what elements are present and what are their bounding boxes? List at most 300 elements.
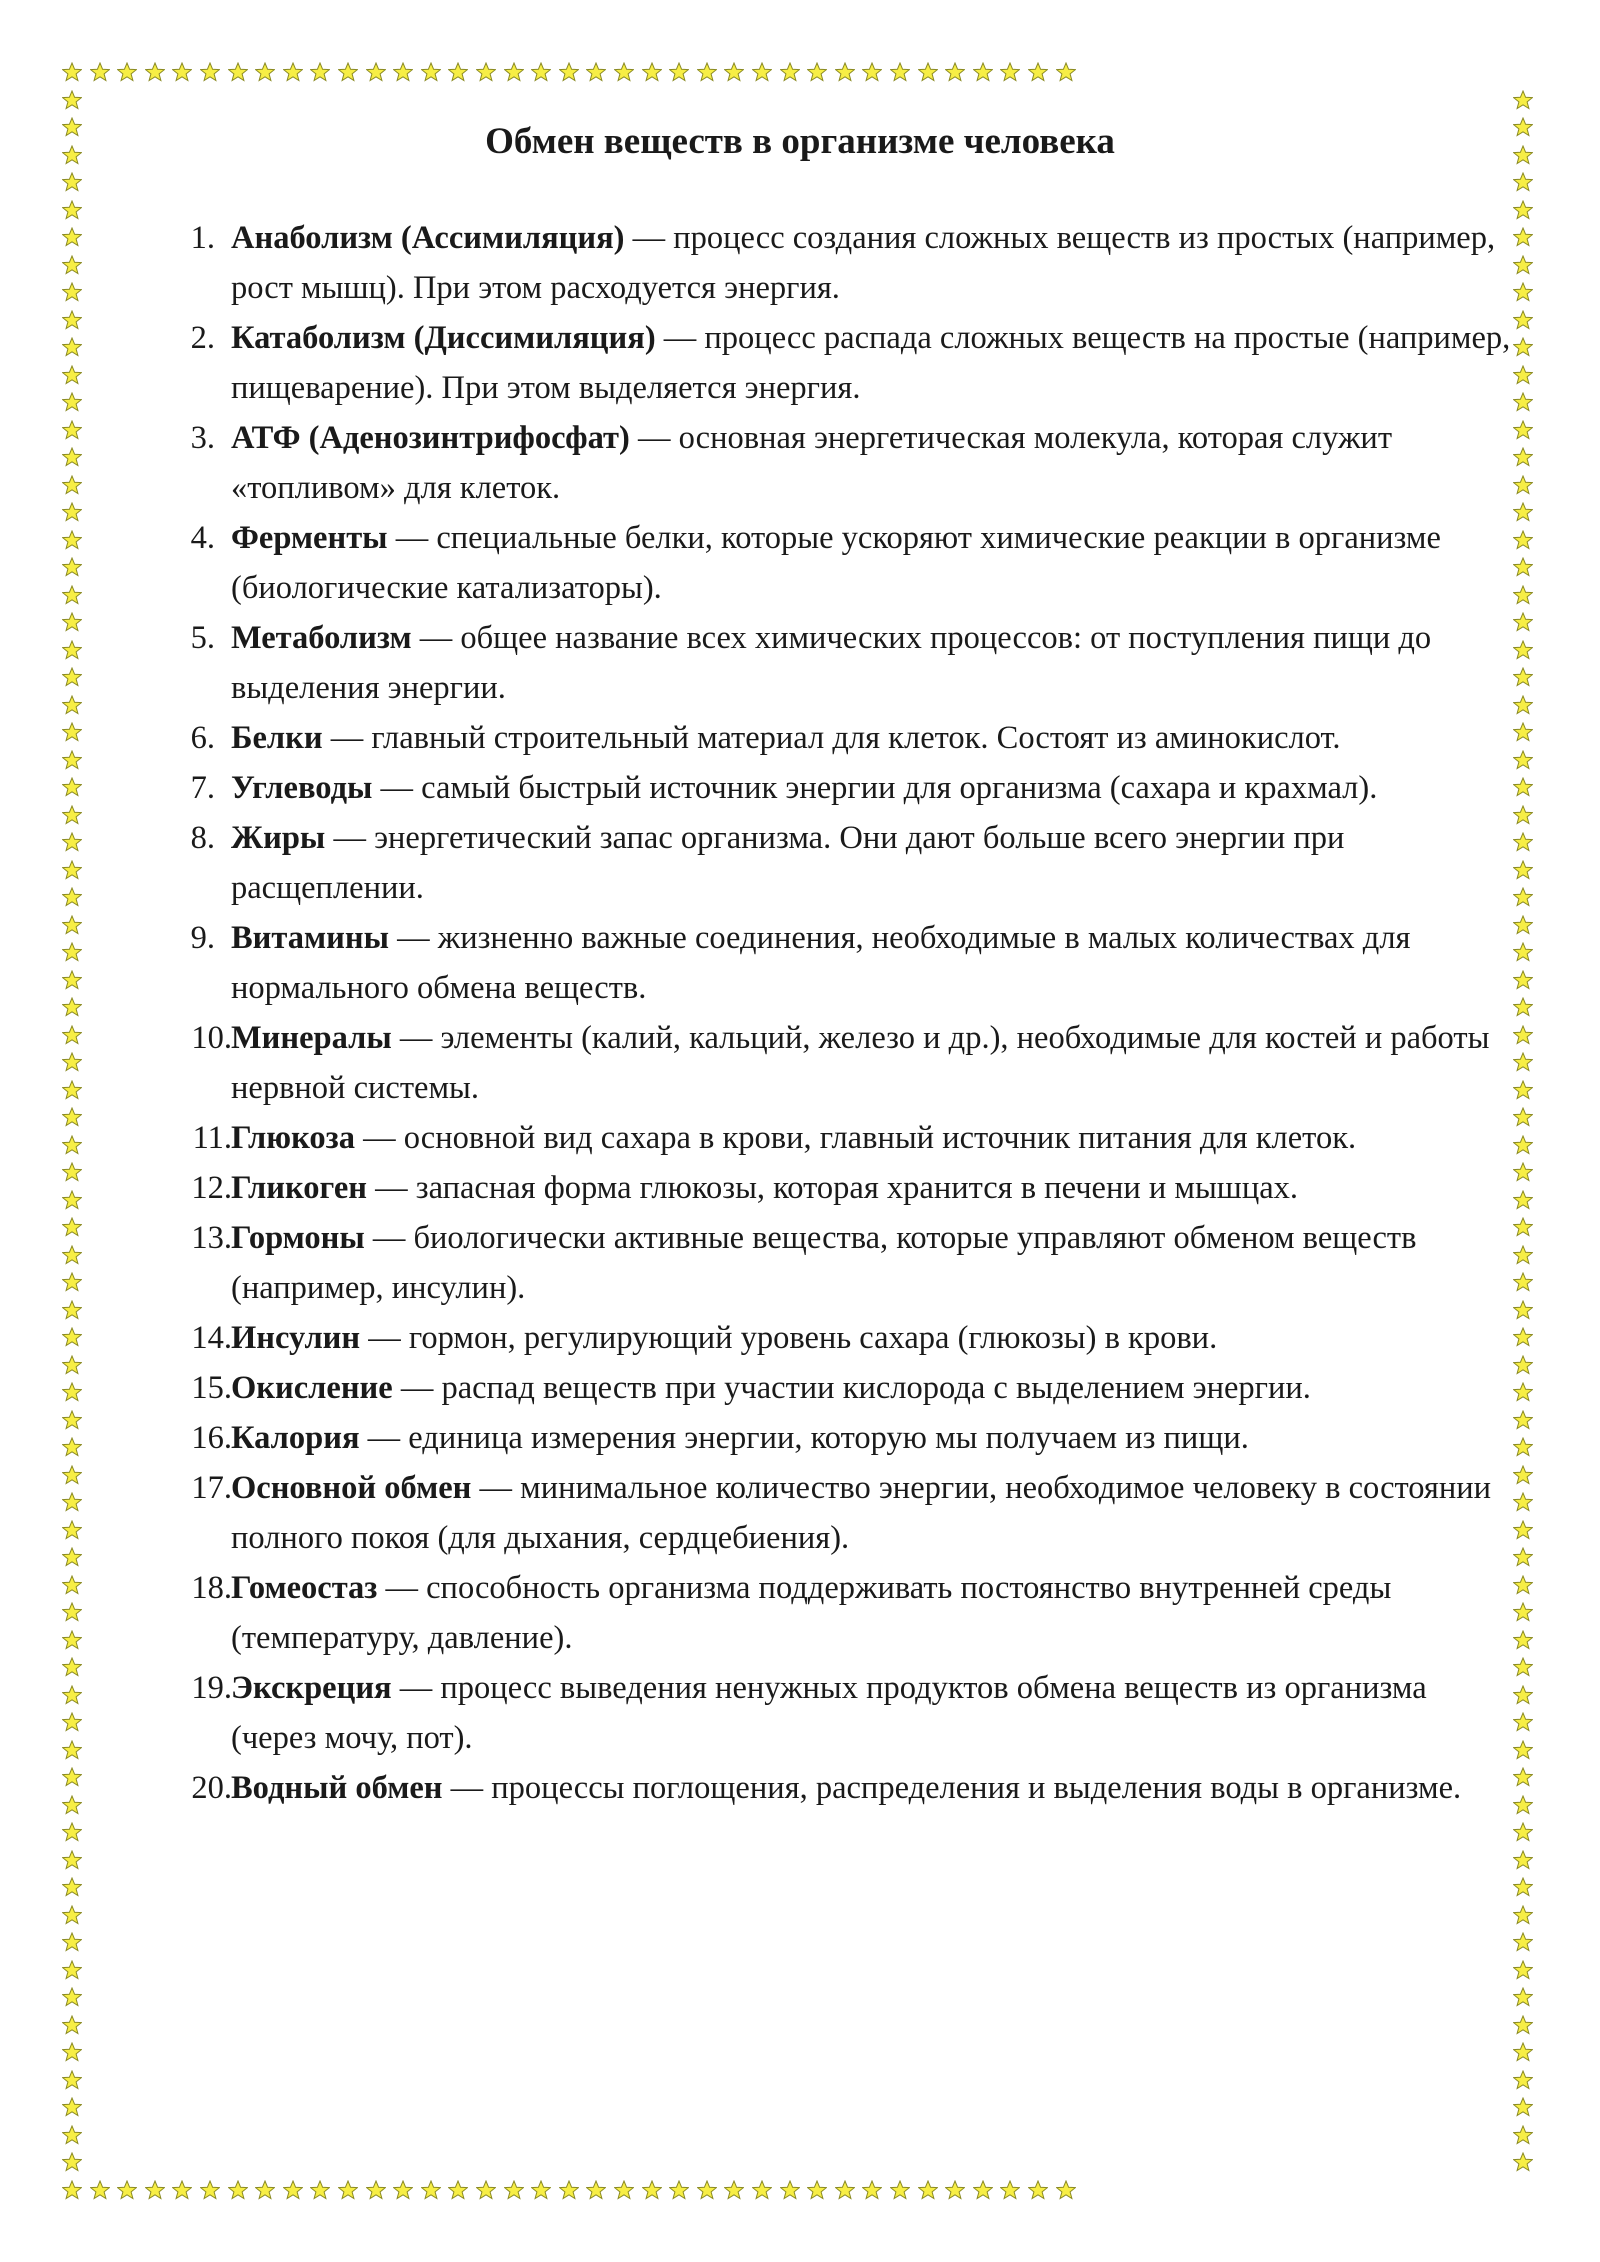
item-number: 2. bbox=[190, 320, 215, 356]
page-title: Обмен веществ в организме человека bbox=[485, 121, 1115, 162]
star-icon bbox=[172, 2180, 192, 2200]
star-icon bbox=[1513, 1107, 1533, 1127]
star-icon bbox=[1513, 1685, 1533, 1705]
star-icon bbox=[807, 62, 827, 82]
star-icon bbox=[973, 2180, 993, 2200]
star-icon bbox=[310, 2180, 330, 2200]
star-icon bbox=[117, 62, 137, 82]
star-icon bbox=[780, 2180, 800, 2200]
star-icon bbox=[1513, 90, 1533, 110]
star-icon bbox=[973, 62, 993, 82]
term-description: — энергетический запас организма. Они дают больше всего энергии при расщеплении. bbox=[231, 820, 1345, 906]
star-icon bbox=[62, 1410, 82, 1430]
star-icon bbox=[1513, 970, 1533, 990]
list-item bbox=[172, 1563, 1512, 1663]
star-icon bbox=[1513, 447, 1533, 467]
item-number: 11. bbox=[192, 1120, 232, 1156]
star-icon bbox=[890, 62, 910, 82]
term-name: Основной обмен bbox=[231, 1470, 472, 1506]
item-number: 9. bbox=[190, 920, 215, 956]
star-icon bbox=[835, 2180, 855, 2200]
star-icon bbox=[1513, 2015, 1533, 2035]
term-description: — процесс распада сложных веществ на простые (например, пищеварение). При этом выделяется энергия. bbox=[231, 320, 1511, 406]
item-number: 19. bbox=[191, 1670, 232, 1706]
star-icon bbox=[1028, 62, 1048, 82]
star-icon bbox=[1513, 420, 1533, 440]
star-icon bbox=[62, 1795, 82, 1815]
list-item bbox=[172, 1013, 1512, 1113]
star-icon bbox=[1513, 860, 1533, 880]
term-description: — самый быстрый источник энергии для организма (сахара и крахмал). bbox=[372, 770, 1378, 806]
star-icon bbox=[1513, 337, 1533, 357]
star-icon bbox=[1513, 200, 1533, 220]
star-icon bbox=[90, 62, 110, 82]
star-icon bbox=[62, 1685, 82, 1705]
star-icon bbox=[1513, 227, 1533, 247]
star-icon bbox=[62, 860, 82, 880]
star-icon bbox=[145, 2180, 165, 2200]
term-name: Метаболизм bbox=[231, 620, 412, 656]
star-icon bbox=[62, 997, 82, 1017]
star-icon bbox=[62, 62, 82, 82]
term-description: — способность организма поддерживать постоянство внутренней среды (температуру, давление). bbox=[231, 1570, 1392, 1656]
term-name: Глюкоза bbox=[231, 1120, 355, 1156]
item-number: 7. bbox=[190, 770, 215, 806]
item-number: 18. bbox=[191, 1570, 232, 1606]
star-icon bbox=[1513, 1575, 1533, 1595]
star-icon bbox=[752, 62, 772, 82]
star-icon bbox=[642, 62, 662, 82]
star-icon bbox=[1513, 2097, 1533, 2117]
star-icon bbox=[1513, 1960, 1533, 1980]
item-number: 6. bbox=[190, 720, 215, 756]
star-icon bbox=[62, 1960, 82, 1980]
term-description: — общее название всех химических процессов: от поступления пищи до выделения энергии. bbox=[231, 620, 1432, 706]
star-icon bbox=[1513, 805, 1533, 825]
star-icon bbox=[1000, 62, 1020, 82]
star-icon bbox=[62, 1025, 82, 1045]
star-icon bbox=[586, 2180, 606, 2200]
star-icon bbox=[62, 1382, 82, 1402]
term-name: Катаболизм (Диссимиляция) bbox=[231, 320, 656, 356]
term-description: — главный строительный материал для клеток. Состоят из аминокислот. bbox=[322, 720, 1341, 756]
star-icon bbox=[62, 172, 82, 192]
star-icon bbox=[945, 62, 965, 82]
star-icon bbox=[1513, 282, 1533, 302]
star-icon bbox=[62, 1107, 82, 1127]
item-number: 15. bbox=[191, 1370, 232, 1406]
star-icon bbox=[945, 2180, 965, 2200]
star-icon bbox=[62, 667, 82, 687]
list-item bbox=[172, 1763, 1512, 1813]
term-description: — процессы поглощения, распределения и выделения воды в организме. bbox=[442, 1770, 1462, 1806]
star-icon bbox=[172, 62, 192, 82]
star-icon bbox=[62, 2042, 82, 2062]
star-icon bbox=[1056, 2180, 1076, 2200]
list-item bbox=[172, 913, 1512, 1013]
term-name: Водный обмен bbox=[231, 1770, 443, 1806]
star-icon bbox=[448, 62, 468, 82]
star-icon bbox=[918, 2180, 938, 2200]
item-number: 5. bbox=[190, 620, 215, 656]
star-icon bbox=[1513, 1437, 1533, 1457]
star-icon bbox=[62, 2125, 82, 2145]
star-icon bbox=[1513, 1850, 1533, 1870]
star-icon bbox=[62, 1547, 82, 1567]
star-icon bbox=[366, 2180, 386, 2200]
star-icon bbox=[62, 1657, 82, 1677]
list-item bbox=[172, 1213, 1512, 1313]
star-icon bbox=[62, 2152, 82, 2172]
star-icon bbox=[586, 62, 606, 82]
star-icon bbox=[62, 1602, 82, 1622]
star-icon bbox=[1513, 1547, 1533, 1567]
star-icon bbox=[62, 227, 82, 247]
star-icon bbox=[62, 1355, 82, 1375]
star-icon bbox=[862, 2180, 882, 2200]
star-icon bbox=[62, 1712, 82, 1732]
star-icon bbox=[62, 2097, 82, 2117]
list-item bbox=[172, 713, 1512, 763]
star-icon bbox=[1513, 530, 1533, 550]
star-icon bbox=[62, 200, 82, 220]
item-number: 1. bbox=[190, 220, 215, 256]
star-icon bbox=[62, 777, 82, 797]
star-icon bbox=[200, 62, 220, 82]
list-item bbox=[172, 513, 1512, 613]
list-item bbox=[172, 1363, 1512, 1413]
star-icon bbox=[1513, 1217, 1533, 1237]
star-icon bbox=[1513, 1877, 1533, 1897]
star-icon bbox=[62, 1575, 82, 1595]
star-icon bbox=[200, 2180, 220, 2200]
star-icon bbox=[476, 2180, 496, 2200]
star-icon bbox=[62, 1300, 82, 1320]
list-item bbox=[172, 613, 1512, 713]
star-icon bbox=[62, 1245, 82, 1265]
star-icon bbox=[62, 1135, 82, 1155]
term-description: — жизненно важные соединения, необходимые в малых количествах для нормального обмена веществ. bbox=[231, 920, 1411, 1006]
star-icon bbox=[1513, 1162, 1533, 1182]
star-icon bbox=[1513, 1300, 1533, 1320]
star-icon bbox=[1513, 2070, 1533, 2090]
star-icon bbox=[918, 62, 938, 82]
term-name: АТФ (Аденозинтрифосфат) bbox=[231, 420, 630, 456]
item-number: 16. bbox=[191, 1420, 232, 1456]
star-icon bbox=[62, 90, 82, 110]
list-item bbox=[172, 1113, 1512, 1163]
term-name: Гомеостаз bbox=[231, 1570, 378, 1606]
star-icon bbox=[1513, 1657, 1533, 1677]
star-icon bbox=[1513, 1712, 1533, 1732]
star-icon bbox=[1513, 832, 1533, 852]
star-icon bbox=[1513, 585, 1533, 605]
term-description: — специальные белки, которые ускоряют химические реакции в организме (биологические катализаторы). bbox=[231, 520, 1441, 606]
item-number: 17. bbox=[191, 1470, 232, 1506]
star-icon bbox=[338, 2180, 358, 2200]
star-icon bbox=[697, 2180, 717, 2200]
term-description: — биологически активные вещества, которые управляют обменом веществ (например, инсулин). bbox=[231, 1220, 1417, 1306]
star-icon bbox=[62, 1630, 82, 1650]
star-icon bbox=[1000, 2180, 1020, 2200]
star-icon bbox=[366, 62, 386, 82]
star-icon bbox=[62, 1492, 82, 1512]
item-number: 14. bbox=[191, 1320, 232, 1356]
term-name: Гликоген bbox=[231, 1170, 367, 1206]
star-icon bbox=[724, 62, 744, 82]
list-item bbox=[172, 313, 1512, 413]
star-icon bbox=[1513, 1795, 1533, 1815]
star-icon bbox=[1513, 777, 1533, 797]
star-icon bbox=[62, 1822, 82, 1842]
star-icon bbox=[62, 1217, 82, 1237]
star-icon bbox=[62, 1272, 82, 1292]
item-number: 10. bbox=[191, 1020, 232, 1056]
star-icon bbox=[1513, 475, 1533, 495]
star-icon bbox=[1513, 1052, 1533, 1072]
star-icon bbox=[807, 2180, 827, 2200]
star-icon bbox=[1513, 942, 1533, 962]
term-description: — единица измерения энергии, которую мы получаем из пищи. bbox=[359, 1420, 1249, 1456]
star-icon bbox=[62, 640, 82, 660]
star-icon bbox=[1513, 915, 1533, 935]
star-icon bbox=[1513, 1630, 1533, 1650]
star-icon bbox=[1513, 1520, 1533, 1540]
star-icon bbox=[780, 62, 800, 82]
term-name: Ферменты bbox=[231, 520, 388, 556]
term-description: — основной вид сахара в крови, главный источник питания для клеток. bbox=[354, 1120, 1357, 1156]
star-icon bbox=[62, 392, 82, 412]
star-icon bbox=[62, 310, 82, 330]
star-icon bbox=[62, 750, 82, 770]
star-icon bbox=[62, 585, 82, 605]
star-icon bbox=[1513, 502, 1533, 522]
star-icon bbox=[145, 62, 165, 82]
term-description: — основная энергетическая молекула, которая служит «топливом» для клеток. bbox=[231, 420, 1393, 506]
star-icon bbox=[62, 1987, 82, 2007]
term-name: Витамины bbox=[231, 920, 389, 956]
star-icon bbox=[283, 62, 303, 82]
star-icon bbox=[62, 942, 82, 962]
star-icon bbox=[62, 1465, 82, 1485]
term-description: — запасная форма глюкозы, которая хранится в печени и мышцах. bbox=[367, 1170, 1299, 1206]
list-item bbox=[172, 1463, 1512, 1563]
star-icon bbox=[1513, 1327, 1533, 1347]
star-icon bbox=[62, 475, 82, 495]
star-icon bbox=[62, 1052, 82, 1072]
star-icon bbox=[504, 62, 524, 82]
star-icon bbox=[1513, 1822, 1533, 1842]
star-icon bbox=[62, 447, 82, 467]
star-icon bbox=[1056, 62, 1076, 82]
star-icon bbox=[1513, 557, 1533, 577]
star-icon bbox=[504, 2180, 524, 2200]
list-item bbox=[172, 1413, 1512, 1463]
star-icon bbox=[1513, 1382, 1533, 1402]
star-icon bbox=[62, 2015, 82, 2035]
star-icon bbox=[310, 62, 330, 82]
star-icon bbox=[338, 62, 358, 82]
star-icon bbox=[1513, 2152, 1533, 2172]
star-icon bbox=[642, 2180, 662, 2200]
star-icon bbox=[1513, 612, 1533, 632]
star-icon bbox=[448, 2180, 468, 2200]
star-icon bbox=[255, 62, 275, 82]
term-name: Окисление bbox=[231, 1370, 393, 1406]
star-icon bbox=[62, 1190, 82, 1210]
item-number: 4. bbox=[190, 520, 215, 556]
star-icon bbox=[1513, 1410, 1533, 1430]
star-icon bbox=[1513, 392, 1533, 412]
star-icon bbox=[62, 1850, 82, 1870]
star-icon bbox=[228, 62, 248, 82]
star-icon bbox=[62, 1877, 82, 1897]
star-icon bbox=[1513, 695, 1533, 715]
term-name: Гормоны bbox=[231, 1220, 365, 1256]
star-icon bbox=[752, 2180, 772, 2200]
star-icon bbox=[62, 365, 82, 385]
term-description: — процесс выведения ненужных продуктов обмена веществ из организма (через мочу, пот). bbox=[231, 1670, 1427, 1756]
star-icon bbox=[1513, 255, 1533, 275]
star-icon bbox=[1513, 1190, 1533, 1210]
star-icon bbox=[614, 62, 634, 82]
star-icon bbox=[1513, 2125, 1533, 2145]
item-number: 3. bbox=[190, 420, 215, 456]
term-name: Калория bbox=[231, 1420, 360, 1456]
star-icon bbox=[117, 2180, 137, 2200]
list-item bbox=[172, 813, 1512, 913]
term-description: — распад веществ при участии кислорода с выделением энергии. bbox=[392, 1370, 1311, 1406]
star-icon bbox=[614, 2180, 634, 2200]
term-name: Минералы bbox=[231, 1020, 392, 1056]
star-icon bbox=[62, 337, 82, 357]
star-icon bbox=[1513, 722, 1533, 742]
star-icon bbox=[62, 282, 82, 302]
star-icon bbox=[1513, 1905, 1533, 1925]
star-icon bbox=[62, 722, 82, 742]
star-icon bbox=[531, 2180, 551, 2200]
term-name: Белки bbox=[231, 720, 323, 756]
star-icon bbox=[1513, 997, 1533, 1017]
star-icon bbox=[393, 2180, 413, 2200]
star-icon bbox=[62, 1520, 82, 1540]
star-icon bbox=[1513, 1025, 1533, 1045]
star-icon bbox=[862, 62, 882, 82]
star-icon bbox=[62, 2070, 82, 2090]
star-icon bbox=[1513, 172, 1533, 192]
star-icon bbox=[62, 1932, 82, 1952]
item-number: 20. bbox=[191, 1770, 232, 1806]
star-icon bbox=[283, 2180, 303, 2200]
star-icon bbox=[1513, 1740, 1533, 1760]
term-description: — процесс создания сложных веществ из простых (например, рост мышц). При этом расходуется энергия. bbox=[231, 220, 1496, 306]
star-icon bbox=[1513, 365, 1533, 385]
star-icon bbox=[724, 2180, 744, 2200]
star-icon bbox=[1513, 1492, 1533, 1512]
star-icon bbox=[559, 2180, 579, 2200]
star-icon bbox=[62, 530, 82, 550]
star-icon bbox=[1513, 310, 1533, 330]
star-icon bbox=[890, 2180, 910, 2200]
star-icon bbox=[62, 970, 82, 990]
term-name: Анаболизм (Ассимиляция) bbox=[231, 220, 625, 256]
star-icon bbox=[1513, 1932, 1533, 1952]
star-icon bbox=[62, 1437, 82, 1457]
star-icon bbox=[228, 2180, 248, 2200]
term-description: — элементы (калий, кальций, железо и др.), необходимые для костей и работы нервной системы. bbox=[231, 1020, 1490, 1106]
star-icon bbox=[62, 1162, 82, 1182]
star-icon bbox=[1513, 2042, 1533, 2062]
list-item bbox=[172, 763, 1512, 813]
star-icon bbox=[62, 420, 82, 440]
star-icon bbox=[62, 1080, 82, 1100]
star-icon bbox=[1513, 1987, 1533, 2007]
star-icon bbox=[1513, 1355, 1533, 1375]
list-item bbox=[172, 1163, 1512, 1213]
star-icon bbox=[421, 62, 441, 82]
star-icon bbox=[1513, 887, 1533, 907]
star-icon bbox=[62, 805, 82, 825]
star-icon bbox=[90, 2180, 110, 2200]
star-icon bbox=[62, 612, 82, 632]
list-item bbox=[172, 1663, 1512, 1763]
star-icon bbox=[697, 62, 717, 82]
star-icon bbox=[62, 2180, 82, 2200]
star-icon bbox=[62, 1767, 82, 1787]
star-icon bbox=[62, 1905, 82, 1925]
star-icon bbox=[62, 557, 82, 577]
list-item bbox=[172, 1313, 1512, 1363]
star-icon bbox=[1513, 750, 1533, 770]
term-list bbox=[172, 213, 1512, 1813]
star-icon bbox=[476, 62, 496, 82]
item-number: 13. bbox=[191, 1220, 232, 1256]
star-icon bbox=[62, 1327, 82, 1347]
term-name: Углеводы bbox=[231, 770, 373, 806]
item-number: 8. bbox=[190, 820, 215, 856]
star-icon bbox=[559, 62, 579, 82]
star-icon bbox=[1513, 1602, 1533, 1622]
star-icon bbox=[62, 915, 82, 935]
star-icon bbox=[1513, 1245, 1533, 1265]
item-number: 12. bbox=[191, 1170, 232, 1206]
list-item bbox=[172, 213, 1512, 313]
star-icon bbox=[62, 695, 82, 715]
star-icon bbox=[1028, 2180, 1048, 2200]
star-icon bbox=[62, 502, 82, 522]
star-icon bbox=[1513, 640, 1533, 660]
star-icon bbox=[393, 62, 413, 82]
star-icon bbox=[62, 832, 82, 852]
star-icon bbox=[62, 887, 82, 907]
star-icon bbox=[62, 255, 82, 275]
term-name: Жиры bbox=[231, 820, 326, 856]
term-description: — гормон, регулирующий уровень сахара (глюкозы) в крови. bbox=[360, 1320, 1218, 1356]
star-icon bbox=[1513, 667, 1533, 687]
list-item bbox=[172, 413, 1512, 513]
star-icon bbox=[1513, 1135, 1533, 1155]
star-icon bbox=[531, 62, 551, 82]
star-icon bbox=[255, 2180, 275, 2200]
star-icon bbox=[835, 62, 855, 82]
star-icon bbox=[669, 62, 689, 82]
term-name: Экскреция bbox=[231, 1670, 392, 1706]
star-icon bbox=[1513, 1465, 1533, 1485]
star-icon bbox=[669, 2180, 689, 2200]
star-icon bbox=[1513, 1767, 1533, 1787]
star-icon bbox=[62, 1740, 82, 1760]
term-name: Инсулин bbox=[231, 1320, 361, 1356]
